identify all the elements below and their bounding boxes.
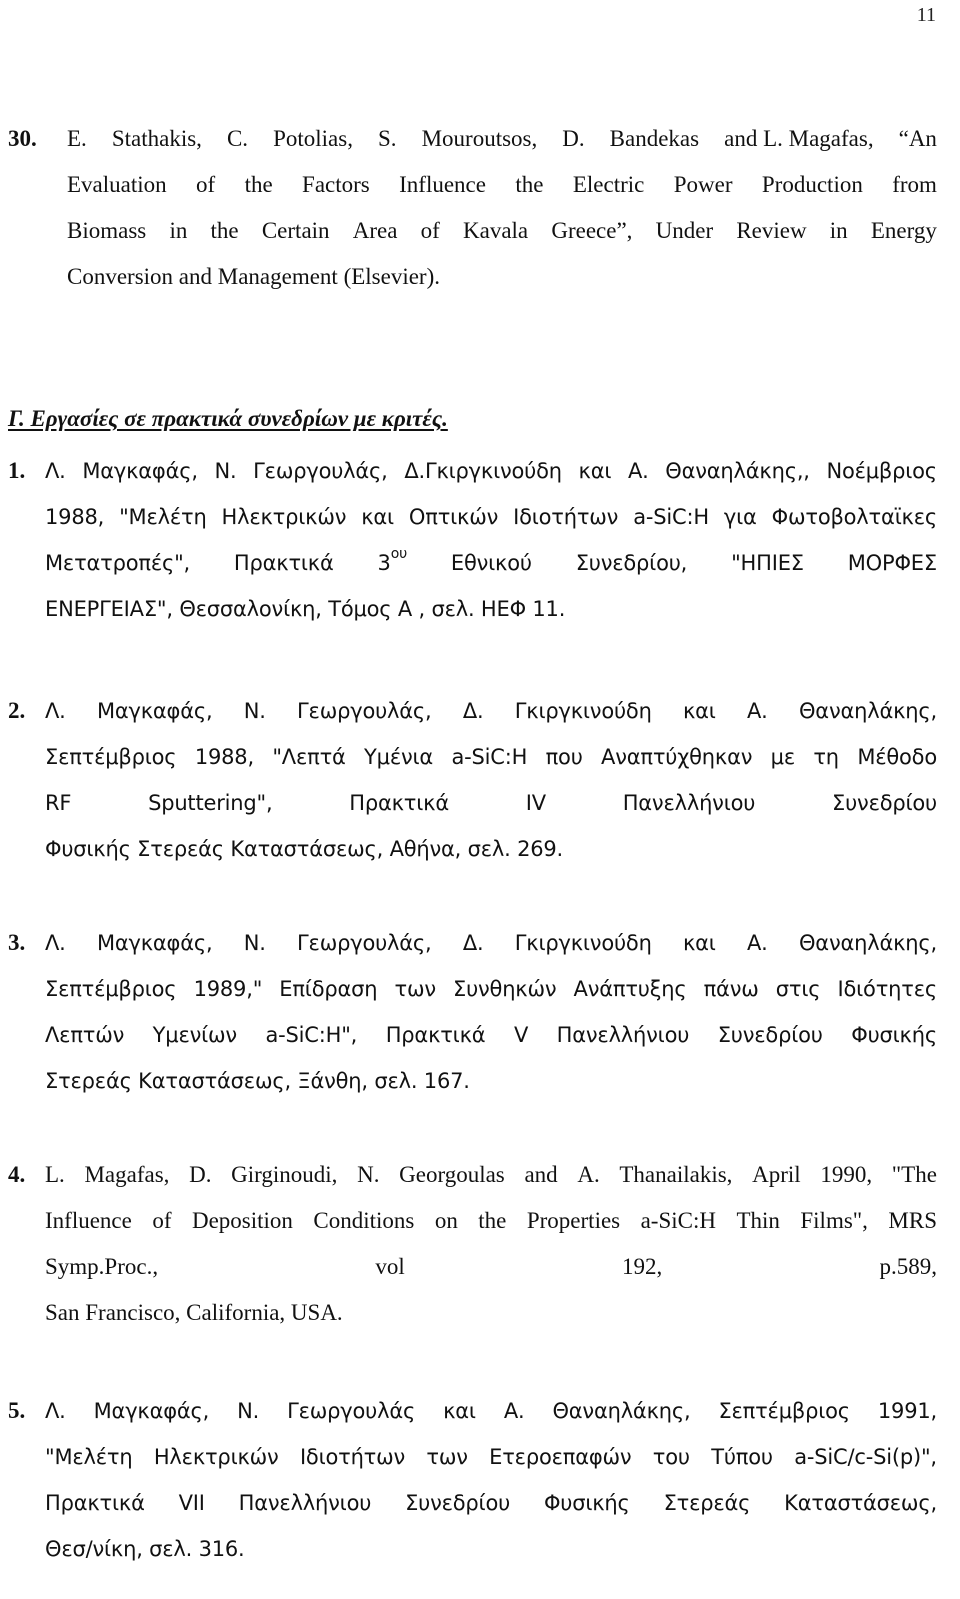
word: of bbox=[196, 172, 216, 197]
word: Αναπτύχθηκαν bbox=[601, 745, 753, 769]
word: Factors bbox=[302, 172, 370, 197]
reference-line bbox=[45, 502, 937, 532]
word: Thin bbox=[736, 1208, 780, 1233]
word: Energy bbox=[870, 218, 937, 243]
word: Δ. bbox=[462, 699, 484, 723]
word: Γεωργουλάς, bbox=[253, 459, 388, 483]
word: Θαναηλάκης, bbox=[798, 699, 937, 723]
word: και bbox=[578, 459, 612, 483]
word: για bbox=[723, 505, 757, 529]
word: Γεωργουλάς bbox=[287, 1399, 416, 1423]
word: Ιδιότητες bbox=[837, 977, 937, 1001]
word: Influence bbox=[45, 1208, 132, 1233]
word: A. bbox=[577, 1162, 600, 1187]
reference-line bbox=[45, 696, 937, 726]
word: 1990, bbox=[820, 1162, 873, 1187]
reference-line bbox=[45, 1160, 937, 1190]
reference-line bbox=[45, 1020, 937, 1050]
word: Δ. bbox=[462, 931, 484, 955]
word: Φωτοβολταϊκες bbox=[771, 505, 937, 529]
word: E. bbox=[67, 126, 87, 151]
word: με bbox=[770, 745, 795, 769]
word: D. bbox=[189, 1162, 212, 1187]
word: Νοέμβριος bbox=[826, 459, 937, 483]
reference-line: Στερεάς Καταστάσεως, Ξάνθη, σελ. 167. bbox=[45, 1069, 470, 1093]
word: και bbox=[361, 505, 394, 529]
reference-line bbox=[45, 1442, 937, 1472]
word: Sputtering", bbox=[148, 791, 273, 815]
word: p.589, bbox=[879, 1254, 937, 1279]
word: Certain bbox=[261, 218, 330, 243]
word: Γκιργκινούδη bbox=[514, 931, 652, 955]
word: Stathakis, bbox=[111, 126, 202, 151]
word: Λ. bbox=[45, 459, 66, 483]
reference-line bbox=[45, 788, 937, 818]
word: Επίδραση bbox=[279, 977, 378, 1001]
word: Kavala bbox=[463, 218, 529, 243]
word: Μέθοδο bbox=[857, 745, 937, 769]
word: VII bbox=[178, 1491, 205, 1515]
word: Ηλεκτρικών bbox=[153, 1445, 279, 1469]
word: Ιδιοτήτων bbox=[513, 505, 619, 529]
word: the bbox=[478, 1208, 507, 1233]
word: Mouroutsos, bbox=[421, 126, 538, 151]
word: Πρακτικά bbox=[45, 1491, 145, 1515]
entry-number: 1. bbox=[8, 458, 26, 483]
word: and bbox=[524, 1162, 558, 1187]
word: in bbox=[169, 218, 188, 243]
word: Bandekas bbox=[609, 126, 700, 151]
word: “An bbox=[898, 126, 937, 151]
word: Πανελλήνιου bbox=[556, 1023, 690, 1047]
word: και bbox=[682, 699, 716, 723]
word: Υμενίων bbox=[152, 1023, 237, 1047]
word: πάνω bbox=[703, 977, 759, 1001]
word: τη bbox=[813, 745, 839, 769]
word: Στερεάς bbox=[663, 1491, 751, 1515]
word: $3^{o\upsilon}$ bbox=[377, 546, 407, 575]
word: a-SiC:H", bbox=[265, 1023, 358, 1047]
word: Γκιργκινούδη bbox=[514, 699, 652, 723]
word: Σεπτέμβριος bbox=[45, 745, 177, 769]
word: "The bbox=[891, 1162, 937, 1187]
word: a-SiC:H bbox=[640, 1208, 716, 1233]
word: Ετεροεπαφών bbox=[489, 1445, 632, 1469]
word: Μαγκαφάς, bbox=[93, 1399, 210, 1423]
word: ΜΟΡΦΕΣ bbox=[847, 551, 937, 575]
word: Films", bbox=[800, 1208, 868, 1233]
word: Biomass bbox=[67, 218, 147, 243]
reference-line bbox=[45, 1396, 937, 1426]
word: Συνεδρίου bbox=[832, 791, 937, 815]
word: Γεωργουλάς, bbox=[297, 931, 432, 955]
word: του bbox=[652, 1445, 690, 1469]
word: of bbox=[152, 1208, 172, 1233]
word: Georgoulas bbox=[399, 1162, 505, 1187]
word: Conditions bbox=[313, 1208, 415, 1233]
word: Φυσικής bbox=[543, 1491, 630, 1515]
word: Μαγκαφάς, bbox=[82, 459, 198, 483]
entry-number: 3. bbox=[8, 930, 26, 955]
word: Α. bbox=[503, 1399, 525, 1423]
word: Evaluation bbox=[67, 172, 167, 197]
word: Potolias, bbox=[273, 126, 353, 151]
entry-number: 2. bbox=[8, 698, 26, 723]
word: 192, bbox=[621, 1254, 663, 1279]
reference-line: Φυσικής Στερεάς Καταστάσεως, Αθήνα, σελ. 269. bbox=[45, 837, 564, 861]
word: Greece”, bbox=[551, 218, 633, 243]
word: "Λεπτά bbox=[272, 745, 346, 769]
word: Α. bbox=[627, 459, 649, 483]
word: on bbox=[434, 1208, 458, 1233]
word: Ν. bbox=[214, 459, 237, 483]
word: "ΗΠΙΕΣ bbox=[731, 551, 804, 575]
word: 1988, bbox=[45, 505, 105, 529]
word: Συνθηκών bbox=[453, 977, 557, 1001]
word: April bbox=[752, 1162, 801, 1187]
word: Symp.Proc., bbox=[45, 1254, 159, 1279]
entry-30-line bbox=[67, 170, 937, 200]
word: Properties bbox=[526, 1208, 621, 1233]
word: the bbox=[244, 172, 273, 197]
word: Λ. bbox=[45, 1399, 66, 1423]
word: Λ. bbox=[45, 931, 66, 955]
word: 1988, bbox=[194, 745, 254, 769]
entry-30-line bbox=[67, 216, 937, 246]
word: Συνεδρίου bbox=[717, 1023, 823, 1047]
entry-30-number: 30. bbox=[8, 126, 37, 151]
word: Ν. bbox=[237, 1399, 260, 1423]
word: "Μελέτη bbox=[119, 505, 207, 529]
word: Θαναηλάκης, bbox=[798, 931, 937, 955]
entry-30-line bbox=[67, 124, 937, 154]
word: Σεπτέμβριος bbox=[45, 977, 177, 1001]
reference-line bbox=[45, 928, 937, 958]
word: Θαναηλάκης, bbox=[552, 1399, 691, 1423]
word: Θαναηλάκης,, bbox=[665, 459, 810, 483]
word: a-SiC:H bbox=[451, 745, 528, 769]
reference-line bbox=[45, 1206, 937, 1236]
word: Καταστάσεως, bbox=[784, 1491, 937, 1515]
word: IV bbox=[525, 791, 546, 815]
word: from bbox=[892, 172, 937, 197]
entry-30-line: Conversion and Management (Elsevier). bbox=[67, 264, 440, 289]
word: Πανελλήνιου bbox=[622, 791, 756, 815]
word: RF bbox=[45, 791, 72, 815]
reference-line bbox=[45, 548, 937, 578]
word: N. bbox=[357, 1162, 380, 1187]
word: και bbox=[682, 931, 716, 955]
section-heading: Γ. Εργασίες σε πρακτικά συνεδρίων με κριτές. bbox=[8, 406, 448, 431]
word: Γεωργουλάς, bbox=[297, 699, 432, 723]
word: MRS bbox=[888, 1208, 937, 1233]
word: Λεπτών bbox=[45, 1023, 125, 1047]
entry-number: 4. bbox=[8, 1162, 26, 1187]
word: a-SiC:H bbox=[633, 505, 709, 529]
word: των bbox=[426, 1445, 468, 1469]
reference-line bbox=[45, 1488, 937, 1518]
word: 1991, bbox=[877, 1399, 937, 1423]
word: in bbox=[829, 218, 848, 243]
word: the bbox=[515, 172, 544, 197]
word: και bbox=[443, 1399, 476, 1423]
word: V bbox=[513, 1023, 529, 1047]
word: που bbox=[545, 745, 583, 769]
word: Οπτικών bbox=[408, 505, 499, 529]
word: "Μελέτη bbox=[45, 1445, 133, 1469]
word: Review bbox=[736, 218, 807, 243]
reference-line: San Francisco, California, USA. bbox=[45, 1300, 343, 1325]
word: and L. Magafas, bbox=[724, 126, 874, 151]
word: Ιδιοτήτων bbox=[299, 1445, 406, 1469]
reference-line bbox=[45, 974, 937, 1004]
word: Πρακτικά bbox=[385, 1023, 486, 1047]
word: Λ. bbox=[45, 699, 66, 723]
word: Μετατροπές", bbox=[45, 551, 191, 575]
word: Thanailakis, bbox=[619, 1162, 733, 1187]
word: Εθνικού bbox=[450, 551, 532, 575]
word: Electric bbox=[572, 172, 645, 197]
word: Ανάπτυξης bbox=[573, 977, 687, 1001]
word: των bbox=[394, 977, 436, 1001]
word: Influence bbox=[399, 172, 486, 197]
word: a-SiC/c-Si(p)", bbox=[794, 1445, 937, 1469]
word: Φυσικής bbox=[851, 1023, 937, 1047]
word: the bbox=[210, 218, 239, 243]
word: Ν. bbox=[243, 931, 266, 955]
word: Under bbox=[655, 218, 714, 243]
word: Συνεδρίου bbox=[405, 1491, 511, 1515]
word: Α. bbox=[747, 699, 768, 723]
entry-number: 5. bbox=[8, 1398, 26, 1423]
word: Υμένια bbox=[364, 745, 434, 769]
word: Power bbox=[673, 172, 733, 197]
superscript: ου bbox=[390, 546, 407, 562]
word: Πρακτικά bbox=[233, 551, 334, 575]
word: Production bbox=[761, 172, 863, 197]
word: Ν. bbox=[243, 699, 266, 723]
word: of bbox=[420, 218, 440, 243]
word: 1989," bbox=[193, 977, 263, 1001]
word: Μαγκαφάς, bbox=[96, 931, 213, 955]
reference-line bbox=[45, 1252, 937, 1282]
word: Πανελλήνιου bbox=[238, 1491, 372, 1515]
reference-line: ΕΝΕΡΓΕΙΑΣ", Θεσσαλονίκη, Τόμος Α , σελ. ΗΕΦ 11. bbox=[45, 597, 566, 621]
word: Τύπου bbox=[711, 1445, 773, 1469]
word: Α. bbox=[747, 931, 768, 955]
word: vol bbox=[375, 1254, 405, 1279]
word: Magafas, bbox=[84, 1162, 170, 1187]
word: στις bbox=[775, 977, 821, 1001]
word: L. bbox=[45, 1162, 65, 1187]
word: Deposition bbox=[191, 1208, 293, 1233]
word: Πρακτικά bbox=[349, 791, 449, 815]
word: Δ.Γκιργκινούδη bbox=[404, 459, 562, 483]
word: Girginoudi, bbox=[231, 1162, 338, 1187]
page-number: 11 bbox=[916, 4, 936, 26]
word: Area bbox=[352, 218, 398, 243]
word: C. bbox=[226, 126, 249, 151]
reference-line bbox=[45, 456, 937, 486]
reference-line bbox=[45, 742, 937, 772]
word: Σεπτέμβριος bbox=[718, 1399, 850, 1423]
word: Ηλεκτρικών bbox=[221, 505, 347, 529]
word: Μαγκαφάς, bbox=[96, 699, 213, 723]
word: Συνεδρίου, bbox=[575, 551, 688, 575]
reference-line: Θεσ/νίκη, σελ. 316. bbox=[45, 1537, 245, 1561]
word: S. bbox=[378, 126, 397, 151]
word: D. bbox=[562, 126, 585, 151]
